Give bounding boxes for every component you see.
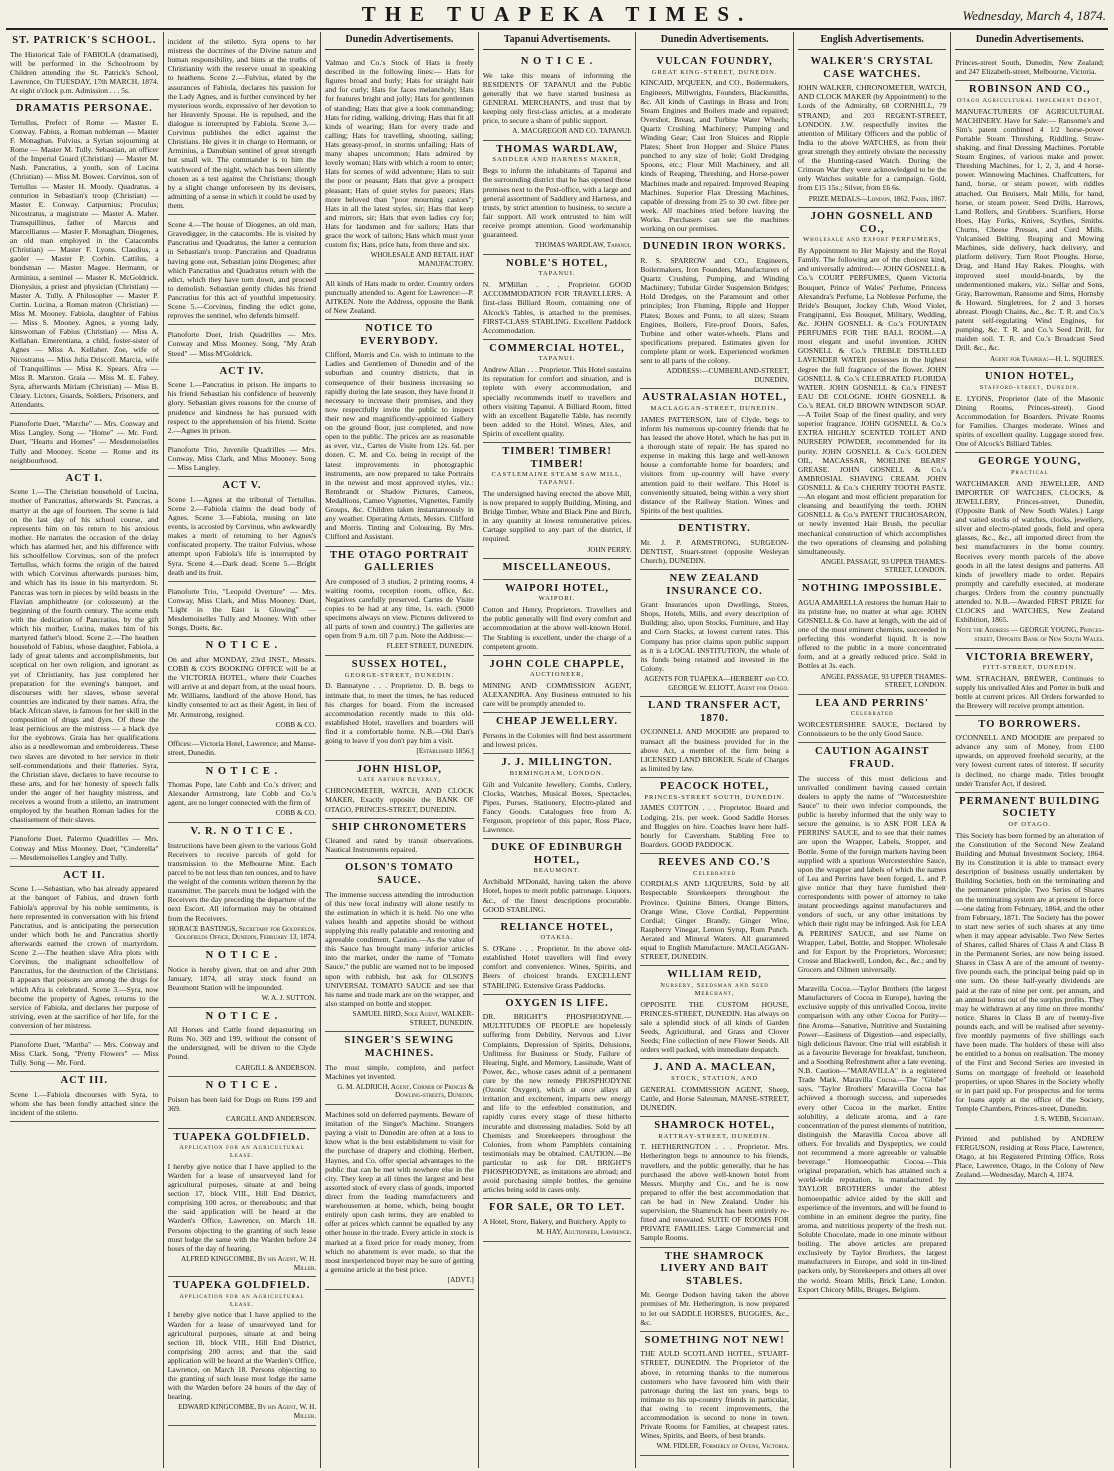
ad-body: Machines sold on deferred payments. Beware of imitation of the Singer's Machine. Strangers paying a visit to Dunedin are often at a loss to know what is the best establishment to visit for the purchase of drapery and clothing. Herbert, Haynes, and Co. offer special advantages to the public that can be met with nowhere else in the city. They keep at all times the largest and best assorted stock of every class of goods, imported direct from the leading manufacturers and warehousemen at home, which, being bought entirely upon cash terms, they are enabled to offer at prices which cannot be equalled by any other house in the trade. Every article in stock is marked at a fixed price for ready money, from which no abatement is ever made, so that the most inexperienced buyer may be sure of getting a genuine article at the best price. xyxy=(325,1110,474,1274)
advertisement xyxy=(168,763,317,824)
ad-body: Scene 1.—Pancratius in prison. He imparts to his friend Sebastian his confidence of heavenly glory. Sebastian gives reasons for the course of prudence and kindness he has pursued with respect to the apprehension of his friend. Scene 2.—Agnes in prison. xyxy=(167,380,317,435)
advertisement xyxy=(483,443,632,559)
ad-body: Andrew Allan . . . Proprietor. This Hotel sustains its reputation for comfort and situation, and is replete with every accommodation, and specially recommends itself to travellers and others visiting Tapanui. A Billiard Room, fitted with an excellent Bagatelle Table, has recently been added to the Hotel. Wines, Ales, and Spirits of excellent quality. xyxy=(482,365,632,438)
advertisement xyxy=(798,743,947,979)
ad-body: Pianoforte Duet, Palermo Quadrilles — Mrs. Conway and Miss Mooney. Duet, "Cinderella" — Mesdemoiselles Langley and Tully. xyxy=(10,834,159,862)
advertisement xyxy=(325,859,474,1032)
masthead xyxy=(6,0,1108,30)
advertisement xyxy=(10,100,159,414)
ad-subtitle: Practical xyxy=(1010,468,1049,476)
ad-body: All kinds of Hats made to order. Country orders punctually attended to. Agent for Lawrence:—P. AITKEN. Note the Address, opposite the Bank of New Zealand. xyxy=(325,278,474,315)
ad-title: J. J. MILLINGTON. xyxy=(501,757,613,769)
ad-title: COMMERCIAL HOTEL, xyxy=(489,342,625,354)
ad-body: R. S. SPARROW and CO., Engineers, Boilermakers, Iron Founders, Manufacturers of Quartz Crushing, Pumping, and Winding Machinery; Tubular Girder Suspension Bridges; Hold Dredges, on the Paramount and other principles; Iron Fluming, Ripple and Hopper Plates; Boxes and Punts, to all sizes; Steam Engines, Boilers, Fire-proof Doors, Safes, Turbine and other water-wheels. Plans and specifications prepared. Estimates given for complete plant or work. Experienced workmen sent to all parts of the colony. xyxy=(640,255,789,366)
ad-body: The undersigned having erected the above Mill, is now prepared to supply Building, Mining, and Bridge Timber, White and Black Pine and Birch, in any quantity at lowest remunerative prices. Cartage supplied to any part of the district, if required. xyxy=(482,488,632,544)
ad-body: Princes-street South, Dunedin, New Zealand; and 247 Elizabeth-street, Melbourne, Victoria. xyxy=(955,58,1105,77)
column-heading: Dunedin Advertisements. xyxy=(325,32,474,50)
column-heading: English Advertisements. xyxy=(798,32,947,50)
ad-signature: ALFRED KINGCOMBE, By his Agent, W. H. Miller. xyxy=(180,1254,317,1272)
ad-body: Archibald M'Donald, having taken the above Hotel, hopes to merit public patronage. Liquors, &c., of the finest descriptions procurable. GOOD STABLING. xyxy=(482,877,632,914)
ad-body: Pianoforte Trio, "Leopold Overture" — Mrs. Conway, Miss Clark, and Miss Mooney. Duet, "Light in the East is Glowing" — Mesdemoiselles Tully and Mooney. With other Songs, Duets, &c. xyxy=(167,586,317,633)
ad-signature: ADDRESS:—CUMBERLAND-STREET, DUNEDIN. xyxy=(666,367,789,384)
ad-body: D. Bannatyne . . . Proprietor. D. B. begs to intimate that, to meet the times, he has reduced his charges for board. From the increased accommodation recently made to this old-established Hotel, travellers and boarders will find it a comfortable home. N.B.—Old Dan's going to leave if you don't pay him a visit. xyxy=(325,681,474,746)
advertisement xyxy=(168,582,317,638)
advertisement xyxy=(325,320,474,546)
ad-subtitle: Nursery, Seedsman and Seed Merchant, xyxy=(660,981,769,997)
ad-subtitle: Otago Agricultural Implement Depot, xyxy=(956,96,1103,104)
ad-subtitle: Celebrated xyxy=(850,710,894,718)
ad-title: N O T I C E . xyxy=(205,1010,279,1022)
ad-title: SOMETHING NOT NEW! xyxy=(644,1334,785,1346)
ad-body: On and after MONDAY, 23rd INST., Messrs. COBB & CO'S BOOKING OFFICE will be at the VICTORIA HOTEL, where their Coaches will arrive at and depart from, at the usual hours. Mr. Williams, landlord of the above Hotel, has kindly consented to act as their Agent, in lieu of Mr. Armstrong, resigned. xyxy=(167,654,317,719)
ad-body: All Horses and Cattle found depasturing on Runs No. 369 and 199, without the consent of the undersigned, will be driven to the Clyde Pound. xyxy=(167,1025,317,1062)
ad-signature: ANGEL PASSAGE, 93 UPPER THAMES-STREET, LONDON. xyxy=(820,672,947,690)
advertisement xyxy=(483,839,632,918)
ad-title: UNION HOTEL, xyxy=(984,371,1075,383)
advertisement xyxy=(483,754,632,839)
advertisement xyxy=(10,829,159,866)
newspaper-columns xyxy=(6,32,1108,1468)
ad-body: O'CONNELL AND MOODIE are prepared to advance any sum of Money, from £100 upwards, on approved freehold security, at the very lowest current rates of interest. If security is declined, no charge made. Titles brought under Transfer Act, if desired. xyxy=(955,733,1105,788)
ad-title: ACT I. xyxy=(65,472,103,484)
ad-title: ST. PATRICK'S SCHOOL. xyxy=(12,35,157,46)
advertisement xyxy=(168,947,317,1008)
ad-title: PEACOCK HOTEL, xyxy=(660,781,770,793)
advertisement xyxy=(483,141,632,255)
ad-subtitle: Celebrated xyxy=(693,869,737,877)
ad-body: We take this means of informing the RESIDENTS OF TAPANUI and the Public generally that we have started business as GENERAL MERCHANTS, and trust that by keeping only first-class articles, at a moderate price, to secure a share of public support. xyxy=(482,70,632,126)
ad-body: Thomas Pope, late Cobb and Co.'s driver; and Alexander Armstrong, late Cobb and Co.'s agent, are no longer connected with the firm of xyxy=(167,780,317,808)
advertisement xyxy=(483,340,632,443)
ad-body: Begs to inform the inhabitants of Tapanui and the surrounding district that he has opened those premises next to the Post-office, with a large and general assortment of Saddlery and Harness, and trusts, by strict attention to business, to secure a fair support. All work entrusted to him will receive prompt attention. Good workmanship guaranteed. xyxy=(482,166,632,240)
ad-subtitle: TAPANUI. xyxy=(538,355,576,363)
ad-title: NOTHING IMPOSSIBLE. xyxy=(801,583,943,595)
ad-body: JOHN WALKER, CHRONOMETER, WATCH, AND CLOCK MAKER (by Appointment) to the Lords of the Admiralty, 68 CORNHILL, 79 STRAND; and 203 REGENT-STREET, LONDON. J.W. respectfully invites the attention of Military Officers and the public of India to the above WATCHES, as from their great strength they entirely obviate the necessity of the Hunting-cased Watch. During the Crimean War they were acknowledged to be the only Watches suitable for a campaign. Gold, from £15 15s.; Silver, from £6 6s. xyxy=(797,83,947,193)
ad-signature: [ADVT.] xyxy=(447,1275,474,1284)
advertisement xyxy=(640,1332,789,1456)
column-1 xyxy=(6,32,164,1468)
ad-subtitle: GEORGE-STREET, DUNEDIN. xyxy=(344,671,455,679)
ad-body: Offices:—Victoria Hotel, Lawrence; and Manse-street, Dunedin. xyxy=(167,739,317,758)
ad-title: PERMANENT BUILDING SOCIETY xyxy=(959,795,1101,820)
ad-title: SINGER'S SEWING MACHINES. xyxy=(344,1035,455,1059)
ad-body: Pianoforte Duet, Irish Quadrilles — Mrs. Conway and Miss Mooney. Song, "My Arab Steed" — Miss M'Goldrick. xyxy=(167,330,317,358)
ad-body: GENERAL COMMISSION AGENT, Sheep, Cattle, and Horse Salesman, MANSE-STREET, DUNEDIN. xyxy=(640,1084,789,1112)
newspaper-title: THE TUAPEKA TIMES. xyxy=(361,2,753,26)
ad-signature: EDWARD KINGCOMBE, By his Agent, W. H. Miller. xyxy=(178,1403,317,1421)
advertisement xyxy=(955,1129,1104,1185)
ad-body: Printed and published by ANDREW FERGUSON, residing at Ross Place, Lawrence, Otago, at his Registered Printing Office, Ross Place, Lawrence, Otago, in the Colony of New Zealand.—Wednesday, March 4, 1874. xyxy=(955,1133,1105,1180)
advertisement xyxy=(168,325,317,362)
advertisement xyxy=(483,995,632,1200)
column-7 xyxy=(951,32,1108,1468)
ad-body: Grant Insurances upon Dwellings, Stores, Shops, Hotels, Mills, and every description of Building; also, upon Stocks, Furniture, and Hay and Corn Stacks, at lowest current rates. This Company has prior claims upon public support as it is a LOCAL INSTITUTION, the whole of its funds being retained and invested in the Colony. xyxy=(640,600,789,673)
ad-body: MINING AND COMMISSION AGENT, ALEXANDRA. Any Business entrusted to his care will be promptly attended to. xyxy=(482,681,632,709)
ad-signature: SAMUEL BIRD, Sole Agent, WALKER-STREET, DUNEDIN. xyxy=(352,1010,474,1027)
advertisement xyxy=(483,580,632,656)
advertisement xyxy=(640,697,789,778)
ad-body: Tertullus, Prefect of Rome — Master E. Conway. Fabius, a Roman nobleman — Master F. Monaghan. Fulvius, a Syrian sojourning at Rome — Master M. Tully. Sebastian, an officer of the Imperial Guard (Christian) — Master M. Nash. Pancratius, a youth, son of Lucina (Christian) — Miss M. Bowes. Corvinus, son of Tertullus — Master H. Moody. Quadratus, a centurion in Sebastian's troop (Christian) — Master E. Conway. Catpurnius; Proculus; Nicostratus, a magistrate — Master A. Maher. Transquillinus, father of Marcus and Marcellianus — Master F. Monaghan. Diogenes, an old man employed in the Catacombs (Christian) — Master F. Lyons. Claudius, a gaoler — Master P. Corbin. Cattilus, a bondsman — Master Magee. Hermann, or Arminius, a sentinel — Master K. McGoldrick. Dionysius, a priest and physician (Christian) — Master A. Tully. A Philosopher — Master P. Curtin. Lucina, a Roman matron (Christian) — Miss M. Mooney. Fabiola, daughter of Fabius — Miss S. Mooney. Agnes, a young lady, kinswoman of Fabius (Christian) — Miss A. Kellahan. Emerentiana, a child, foster-sister of Agnes — Miss A. Kellaher. Zoe, wife of Nicostratus — Miss Julia Driscoll. Marcia, wife of Tranquillinus — Miss K. Spears. Afra — Miss R. Marston. Graia — Miss M. E. Fahey. Syra, afterwards Miriam (Christian) — Miss B. Cleary. Lictors, Guards, Soldiers, Prisoners, and Attendants. xyxy=(10,117,159,410)
ad-title: WAIPORI HOTEL, xyxy=(505,582,609,594)
ad-signature: Note the Address — GEORGE YOUNG, Princes-street, Opposite Bank of New South Wales. xyxy=(956,626,1105,644)
ad-signature: A. MACGREGOR AND CO. TAPANUI. xyxy=(512,127,632,136)
ad-title: LEA AND PERRINS' xyxy=(815,697,929,709)
ad-title: NOTICE TO EVERYBODY. xyxy=(360,323,439,347)
advertisement xyxy=(325,761,474,819)
advertisement xyxy=(483,53,632,141)
ad-subtitle: FITT-STREET, DUNEDIN. xyxy=(982,664,1077,672)
ad-title: VULCAN FOUNDRY, xyxy=(656,56,773,67)
ad-title: TUAPEKA GOLDFIELD. xyxy=(173,1131,311,1143)
ad-body: Scene 1.—Fabiola discourses with Syra, to whom she has been fondly attached since the incident of the stiletto. xyxy=(10,1090,159,1118)
ad-body: Pianoforte Duet, "Martha" — Mrs. Conway and Miss Clark. Song, "Pretty Flowers" — Miss Tully. Song — Mr. Ford. xyxy=(10,1040,159,1068)
ad-body: WORCESTERSHIRE SAUCE, Declared by Connoisseurs to be the only Good Sauce. xyxy=(797,720,947,739)
ad-subtitle: AUCTIONEER, xyxy=(529,671,585,679)
ad-subtitle: CASTLEMAINE STEAM SAW MILL, TAPANUI. xyxy=(491,471,623,487)
ad-signature: M. HAY, Auctioneer, Lawrence. xyxy=(536,1228,632,1237)
ad-title: N O T I C E . xyxy=(205,640,279,652)
ad-subtitle: PRINCES-STREET SOUTH, DUNEDIN. xyxy=(644,793,785,801)
ad-signature: WHOLESALE AND RETAIL HAT MANUFACTORY. xyxy=(370,251,474,268)
column-heading: Dunedin Advertisements. xyxy=(955,32,1104,50)
ad-title: N O T I C E . xyxy=(205,949,279,961)
advertisement xyxy=(168,215,317,325)
ad-title: N O T I C E . xyxy=(205,1080,279,1092)
ad-body: WATCHMAKER AND JEWELLER, AND IMPORTER OF WATCHES, CLOCKS, & JEWELLERY, Princes-street, Dunedin, (Opposite Bank of New South Wales.) Large and varied stocks of watches, clocks, jewellery, silver and electro-plated goods, field and opera glasses, &c., &c., all imported direct from the best manufacturers in the home country. Receives every month parcels of the above goods in all the latest designs and patterns. All kinds of jewellery made to order. Repairs promptly and carefully executed, at moderate charges. Orders from the country punctually attended to. N.B.—Awarded FIRST PRIZE for CLOCKS and WATCHES, New Zealand Exhibition, 1865. xyxy=(955,478,1105,625)
ad-title: CHEAP JEWELLERY. xyxy=(496,716,619,728)
ad-subtitle: Stafford-street, Dunedin. xyxy=(979,383,1080,391)
ad-signature: PRIZE MEDALS—London, 1862. Paris, 1867. xyxy=(808,194,947,203)
advertisement xyxy=(483,1199,632,1241)
ad-body: T. HETHERINGTON . . . Proprietor. Mrs. Hetherington begs to announce to his friends, travellers, and the public generally, that he has purchased the above well-known hotel from Messrs. Murphy and Co., and he is now prepared to offer the best accommodation that can be had in New Zealand. Under his supervision, the Shamrock has been entirely re-fitted and renovated. SUITE OF ROOMS FOR PRIVATE FAMILIES. Large Commercial and Sample Rooms. xyxy=(640,1142,789,1243)
advertisement xyxy=(325,53,474,274)
ad-title: TIMBER! TIMBER! TIMBER! xyxy=(502,446,612,470)
ad-title: ACT II. xyxy=(63,869,106,881)
ad-title: OXYGEN IS LIFE. xyxy=(505,997,609,1009)
ad-title: THE SHAMROCK LIVERY AND BAIT STABLES. xyxy=(660,1250,769,1287)
column-2 xyxy=(164,32,322,1468)
advertisement xyxy=(483,255,632,340)
advertisement xyxy=(640,570,789,697)
ad-title: DUKE OF EDINBURGH HOTEL, xyxy=(491,842,623,866)
advertisement xyxy=(798,580,947,695)
ad-body: E. LYONS, Proprietor (late of the Masonic Dining Rooms, Princes-street). Good Accommodation for Boarders. Private Rooms for Families. Charges moderate. Wines and spirits of excellent quality. Luggage stored free. One of Alcock's Billiard Tables. xyxy=(955,393,1105,449)
column-3 xyxy=(321,32,479,1468)
ad-title: SUSSEX HOTEL, xyxy=(351,659,448,671)
advertisement xyxy=(640,966,789,1059)
ad-body: Instructions have been given to the various Gold Receivers to receive parcels of gold for transmission to the Melbourne Mint. Each parcel to be not less than ten ounces, and to have the weight of the contents written thereon by the transmitter. The parcels must be lodged with the Receivers the day preceding the departure of the next Escort. All information may be obtained from the Receivers. xyxy=(167,840,317,923)
advertisement xyxy=(168,1077,317,1128)
ad-signature: THOMAS WARDLAW, Tapanui. xyxy=(534,241,632,250)
ad-body: Pianoforte Duet, "Marche" — Mrs. Conway and Miss Langley. Song — "Home" — Mr. Ford. Duet, "Hearts and Homes" — Mesdemoiselles Tully and Mooney. Scene — Rome and its neighbourhood. xyxy=(10,419,159,465)
ad-title: J. AND A. MACLEAN, xyxy=(653,1062,776,1074)
ad-signature: AGENTS FOR TUAPEKA—HERBERT and CO. GEORGE W. ELIOTT, Agent for Otago. xyxy=(643,675,789,692)
ad-title: MISCELLANEOUS. xyxy=(502,562,612,574)
ad-body: OPPOSITE THE CUSTOM HOUSE, PRINCES-STREET, DUNEDIN. Has always on sale a splendid stock of all kinds of Garden Seeds, Agricultural, and Grass and Clover Seeds; Fine collection of new Flower Seeds. All orders well packed, with immediate despatch. xyxy=(640,999,789,1055)
advertisement xyxy=(10,470,159,830)
ad-title: DRAMATIS PERSONAE. xyxy=(15,103,153,115)
ad-title: JOHN COLE CHAPPLE, xyxy=(489,658,625,670)
ad-title: RELIANCE HOTEL, xyxy=(500,921,614,933)
ad-title: LAND TRANSFER ACT, 1870. xyxy=(648,700,782,724)
advertisement xyxy=(325,1032,474,1105)
advertisement xyxy=(798,695,947,744)
ad-title: WILLIAM REID, xyxy=(667,969,762,981)
column-4 xyxy=(479,32,637,1468)
advertisement xyxy=(168,823,317,947)
ad-signature: COBB & CO. xyxy=(275,809,317,818)
ad-signature: G. M. ALDRICH, Agent, Corner of Princes & Dowling-streets, Dunedin. xyxy=(337,1082,474,1100)
ad-signature: JOHN PERRY. xyxy=(587,545,632,554)
ad-signature: CARGILL & ANDERSON. xyxy=(235,1063,317,1072)
ad-body: I hereby give notice that I have applied to the Warden for a lease of unsurveyed land for agricultural purposes, situate at and being section 18, block VIII., Hill End District, comprising 200 acres; and that the said application will be heard at the Warden's Office, Lawrence, on March 18. Persons objecting to the granting of such lease must lodge the same with the Warden before 24 hours of the day of hearing. xyxy=(167,1310,317,1402)
ad-body: Cleaned and rated by transit observations. Nautical Instruments repaired. xyxy=(325,836,474,855)
ad-body: Scene 1.—Agnes at the tribunal of Tertullus. Scene 2.—Fabiola claims the dead body of Agnes. Scene 3.—Fabiola, musing on late events, is accosted by Corvinus, who awkwardly makes a merit of returning to her Agnes's confiscated property. The traitor Fulvius, whose attempt upon Fabiola's life is interrupted by Syra. Scene 4.—Dark dead. Scene 5.—Bright death and its fruit. xyxy=(167,494,317,577)
ad-signature: ANGEL PASSAGE, 93 UPPER THAMES-STREET, LONDON. xyxy=(820,557,947,575)
ad-body: Persons in the Colonies will find best assortment and lowest prices. xyxy=(482,731,632,750)
ad-title: GEORGE YOUNG, xyxy=(978,456,1082,468)
advertisement xyxy=(640,1059,789,1117)
advertisement xyxy=(798,208,947,580)
advertisement xyxy=(168,1008,317,1078)
ad-title: SHAMROCK HOTEL, xyxy=(654,1119,775,1131)
ad-body: The Historical Tale of FABIOLA (dramatised), will be performed in the Schoolroom by Children attending the St. Patrick's School, Lawrence, On TUESDAY, 17th MARCH, 1874. At eight o'clock p.m. Admission . . . 5s. xyxy=(10,49,159,96)
ad-body: A Hotel, Store, Bakery, and Butchery. Apply to xyxy=(482,1217,626,1227)
advertisement xyxy=(325,656,474,761)
ad-body: JAMES COTTON . . . Proprietor. Board and Lodging, 21s. per week. Good Saddle Horses and Buggies on hire. Coaches leave here half-hourly for Caversham. Stabling Free to Boarders. GOOD PADDOCK. xyxy=(640,803,789,849)
ad-title: N O T I C E . xyxy=(520,56,594,67)
column-heading: Dunedin Advertisements. xyxy=(640,32,789,50)
ad-body: The success of this most delicious and unrivalled condiment having caused certain dealers to apply the name of "Worcestershire Sauce" to their own inferior compounds, the public is hereby informed that the only way to secure the genuine, is to ASK FOR LEA & PERRINS' SAUCE, and to see that their names are upon the Wrapper, Labels, Stopper, and Bottle. Some of the foreign markets having been supplied with a spurious Worcestershire Sauce, upon the wrapper and labels of which the names of Lea and Perrins have been forged, L. and P. give notice that they have furnished their correspondents with power of attorney to take instant proceedings against manufacturers and vendors of such, or any other imitations by which their right may be infringed. Ask for LEA & PERRINS' SAUCE, and see Name on Wrapper, Label, Bottle, and Stopper. Wholesale and for Export by the Proprietors, Worcester; Crosse and Blackwell, London, &c., &c.; and by Grocers and Oilmen universally. xyxy=(797,773,947,974)
ad-body: THE AULD SCOTLAND HOTEL, STUART-STREET, DUNEDIN. The Proprietor of the above, in returning thanks to the numerous customers who have favoured him with their patronage during the last ten years, begs to intimate to his up-country friends in particular, that owing to recent improvements, the accommodation is second to none in town. Private Rooms for Families, at cheapest rates. Wines, Spirits, and Beers, of best brands. xyxy=(640,1349,789,1441)
advertisement xyxy=(325,819,474,860)
ad-signature: CARGILL AND ANDERSON. xyxy=(225,1115,317,1123)
ad-title: THOMAS WARDLAW, xyxy=(496,143,618,155)
ad-subtitle: TAPANUI. xyxy=(538,270,576,278)
advertisement xyxy=(640,238,789,389)
ad-subtitle: MACLAGGAN-STREET, DUNEDIN. xyxy=(650,405,779,413)
advertisement xyxy=(955,53,1104,81)
ad-signature: W. A. J. SUTTON. xyxy=(261,993,317,1002)
advertisement xyxy=(325,547,474,657)
ad-body: By Appointment to Her Majesty and the Royal Family. The following are of the choicest kind, and universally admired:— JOHN GOSNELL & Co.'s COURT PERFUMES, Queen Victoria Bouquet, Prince of Wales' Perfume, Princess Alexandra's Perfume, La Noblesse Perfume, the Bride's Bouquet, Jockey Club, Wood Violet, Frangipanni, Ess Bouquet, Military, Wedding, &c. JOHN GOSNELL & Co.'s FOUNTAIN PERFUMES FOR THE BALL ROOM.—A most elegant and useful invention. JOHN GOSNELL & Co.'s TREBLE DISTILLED LAVENDER WATER possesses in the highest degree the full fragrance of the flower. JOHN GOSNELL & Co.'s CELEBRATED FLORIDA WATER. JOHN GOSNELL & Co.'s FINEST EAU DE COLOGNE. JOHN GOSNELL & Co.'s REAL OLD BROWN WINDSOR SOAP.—A Toilet Soap of the finest quality, and very superior fragrance. JOHN GOSNELL & Co.'s EXTRA HIGHLY SCENTED TOILET AND NURSERY POWDER, recommended for its purity. JOHN GOSNELL & Co.'s GOLDEN OIL, MACASSAR, MOELINE BEARS' GREASE. JOHN GOSNELL & Co.'s AMBROSIAL SHAVING CREAM. JOHN GOSNELL & Co.'s CHERRY TOOTH PASTE.—An elegant and most efficient preparation for cleansing and beautifying the teeth. JOHN GOSNELL & Co.'s PATENT TRICHOSARON, or newly invented Hair Brush, the peculiar mechanical construction of which accomplishes the two operations of cleansing and polishing simultaneously. xyxy=(797,246,947,556)
ad-subtitle: OTAKIA. xyxy=(540,934,574,942)
ad-body: Mr. J. P. ARMSTRONG, SURGEON-DENTIST, Stuart-street (opposite Wesleyan Church), DUNEDIN. xyxy=(640,537,789,565)
ad-body: Scene 1.—Sebastian, who has already appeared at the banquet of Fabius, and drawn forth Fabiola's approval by his noble sentiments, is here represented in conversation with his friend Pancratius, and is anticipating the persecution under which both he and Pancratius shortly afterwards earned the crown of martyrdom. Scene 2.—The heathen slave Afra plots with Corvinus, the malignant schoolfellow of Pancratius, for the destruction of the Christians. It appears that poisons are among the drugs for which Afra is celebrated. Scene 3.—Syra, now become the property of Agnes, returns to the service of Fabiola, and declares her purpose of striving, even at the sacrifice of her life, for the conversion of her mistress. xyxy=(10,884,159,1030)
ad-body: Are composed of 3 studios, 2 printing rooms, 4 waiting rooms, reception room, office, &c. Negatives carefully preserved. Cartes de Visite copies to be had at any time, 1s. each. (9000 specimens always on view. Pictures delivered to all parts of town and country.) The galleries are open from 9 a.m. till 7 p.m. Note the Address:— xyxy=(325,576,474,641)
ad-body: Pianoforte Trio, Juvenile Quadrilles — Mrs. Conway, Miss Clark, and Miss Mooney. Song — Miss Langley. xyxy=(167,444,317,473)
advertisement xyxy=(955,793,1104,1129)
ad-subtitle: BIRMINGHAM, LONDON. xyxy=(509,769,605,777)
advertisement xyxy=(483,713,632,754)
ad-body: Scene 4.—The house of Diogenes, an old man, Gravedigger, in the catacombs. He is visited by Pancratius and Quadratus, the latter a centurion in Sebastian's troop. Pancratius and Quadratus having gone out, Sebastian joins Diogenes; after which Pancratius and Quadratus return with the edict, which they have torn down, and proceed to demolish. Sebastian gently chides his friend Pancratius for this act of youthful impetuosity. Scene 5.—Corvinus, finding the edict gone, reproves the sentinel, who defends himself. xyxy=(167,220,317,321)
ad-title: NOBLE'S HOTEL, xyxy=(505,257,609,269)
ad-body: The most simple, complete, and perfect Machines yet invented. xyxy=(325,1062,474,1081)
ad-body: Clifford, Morris and Co. wish to intimate to the Ladies and Gentlemen of Dunedin and of the suburban and country districts, that in consequence of their business increasing so rapidly during the late season, they have found it necessary to increase their premises, and they now respectfully invite the public to inspect their new and magnificently-appointed Gallery on the ground floor, just completed, and now open to the public. The prices are as reasonable as ever, viz., Cartes de Visite from 12s. 6d. per dozen. C. M. and Co. being in receipt of the latest improvements in photographic instruments, are now prepared to take Portraits in the newest and most approved styles, viz.: Rembrandt or Shadow Pictures, Cameos, Medallions, Cameo Vignettes, Vignettes, Family Groups, &c. Children taken instantaneously in any weather. Operating Artists, Messrs. Clifford and Morris. Tinting and Colouring, By Mrs. Clifford and Assistant. xyxy=(325,350,474,542)
advertisement xyxy=(10,867,159,1035)
ad-subtitle: STOCK, STATION, AND xyxy=(671,1074,759,1082)
ad-body: I hereby give notice that I have applied to the Warden for a lease of unsurveyed land for agricultural purposes, situate at and being section 17, block VIII., Hill End District, comprising 100 acres, or thereabouts; and that the said application will be heard at the Warden's Office, Lawrence, on March 18. Persons objecting to the granting of such lease must lodge the same with the Warden before 24 hours of the day of hearing. xyxy=(167,1161,317,1253)
ad-title: N O T I C E . xyxy=(205,765,279,777)
advertisement xyxy=(798,53,947,208)
ad-body: WM. STRACHAN, BREWER, Continues to supply his unrivalled Ales and Porter in bulk and bottle at current prices. All Orders forwarded to the Brewery will receive prompt attention. xyxy=(955,674,1105,711)
ad-title: OLSON'S TOMATO SAUCE. xyxy=(345,862,454,887)
advertisement xyxy=(10,32,159,100)
advertisement xyxy=(483,919,632,995)
ad-body: Poison has been laid for Dogs on Runs 199 and 369. xyxy=(167,1094,317,1113)
advertisement xyxy=(10,1072,159,1122)
advertisement xyxy=(168,734,317,762)
ad-title: V. R. N O T I C E . xyxy=(190,826,294,838)
ad-signature: HORACE BASTINGS, Secretary for Goldfields. Goldfields Office, Dunedin, February 13, 1874. xyxy=(168,924,317,942)
ad-body: Gilt and Vulcanite Jewellery, Combs, Cutlery, Clocks, Watches, Musical Boxes, Spectacles, Pipes, Purses, Stationery, Electro-plated and Fancy Goods. Catalogues free from A. Ferguson, proprietor of this paper, Ross Place, Lawrence. xyxy=(482,779,632,835)
advertisement xyxy=(168,32,317,215)
ad-subtitle: OF OTAGO. xyxy=(1008,820,1052,828)
advertisement xyxy=(10,414,159,470)
advertisement xyxy=(955,716,1104,793)
ad-body: S. O'Kane . . . Proprietor. In the above old-established Hotel travellers will find every comfort and convenience. Wines, Spirits, and Beers of choicest brands. EXCELLENT STABLING. Extensive Grass Paddocks. xyxy=(482,944,632,990)
advertisement xyxy=(168,1129,317,1278)
ad-title: DUNEDIN IRON WORKS. xyxy=(642,241,787,253)
ad-body: KINCAID, M'QUEEN, and CO., Boilermakers, Engineers, Millwrights, Founders, Blacksmiths, &c. All kinds of Castings in Brass and Iron; Steam Engines and Boilers made and repaired; Overshot, Breast, and Turbine Water Wheels; Quartz Crushing Machinery; Pumping and Winding Gear; Cast Iron Sluices and Ripple Plates; Sheet Iron Hopper and Sluice Plates punched to any size of hole; Gold Dredging Spoons, etc.; Flour Mill Machinery, and all kinds of Reaping, Threshing, and Horse-power Machines made and repaired. Improved Reaping Machines. Superior Flax Dressing Machines, capable of dressing from 25 to 30 cwt. fibre per week. All machines tried before leaving the Works. Purchasers can see the machines working on our premises. xyxy=(640,78,789,234)
ad-body: CORDIALS AND LIQUEURS, Sold by all Respectable Storekeepers throughout the Province. Quinine Bitters, Orange Bitters, Orange Wine, Clove Cordial, Peppermint Cordial; Ginger Brandy, Ginger Wine, Raspberry Vinegar, Lemon Syrup, Rum Punch. Aerated and Mineral Waters. All guaranteed equal to English Manufacture. MACLAGGAN-STREET, DUNEDIN. xyxy=(640,879,789,962)
ad-body: The immense success attending the introduction of this new local industry will alone testify to the estimation in which it is held. No one who values health and appetite should be without supplying this really palatable and restoring and agreeable condiment. Caution.—As the value of this Sauce has brought many inferior articles into the market, under the name of "Tomato Sauce," the public are warned not to be imposed upon with rubbish, but ask for OLSON'S UNIVERSAL TOMATO SAUCE and see that his name and trade mark are on the wrapper, and also stamped on bottle and stopper. xyxy=(325,889,474,1008)
ad-subtitle: SADDLER AND HARNESS MAKER, xyxy=(492,156,622,164)
ad-body: This Society has been formed by an alteration of the Constitution of the Second New Zealand Building and Mutual Investment Society, 1864. By its Constitution it is able to transact every description of business usually undertaken by Building Societies, both on the terminating and the permanent principle. Two Series of Shares on the terminating system are at present in force—one dating from February, 1864, and the other from February, 1871. The Society has the power to start new series of such shares at any time when it may appear advisable. Two New Series of Shares, called Shares of Class A and Class B in the Permanent Series, are now being issued. Shares in Class A are of the amount of twenty-five pounds each, the principal being paid up in one sum. On these half-yearly dividends are paid at the rate of nine per cent. per annum, and an annual bonus out of the surplus profits. They may be withdrawn at any time on three months' notice. Shares in Class B are of twenty-five pounds each, and will be realised after seventy-five monthly payments of five shillings each have been made. The holders of these will also be entitled to a bonus on realisation. The money of the First and Second Series are invested in Sums on mortgage of freehold or leasehold properties, or upon Shares in the Society wholly or in part paid up. For prospectus and for terms for loans apply at the office of the Society, Temple Chambers, Princes-street, Dunedin. xyxy=(955,830,1105,1114)
advertisement xyxy=(640,778,789,854)
ad-title: ACT V. xyxy=(222,480,262,492)
advertisement xyxy=(798,979,947,1299)
advertisement xyxy=(483,656,632,714)
advertisement xyxy=(640,53,789,238)
column-6 xyxy=(794,32,952,1468)
advertisement xyxy=(168,637,317,734)
advertisement xyxy=(640,1117,789,1248)
ad-title: ACT III. xyxy=(60,1075,109,1087)
advertisement xyxy=(168,477,317,582)
ad-title: THE OTAGO PORTRAIT GALLERIES xyxy=(330,549,469,574)
ad-subtitle: Application for an Agricultural Lease. xyxy=(179,1144,305,1160)
ad-title: DENTISTRY. xyxy=(678,523,751,535)
ad-title: JOHN HISLOP, xyxy=(356,763,443,775)
ad-title: REEVES AND CO.'S xyxy=(658,856,771,868)
ad-subtitle: WAIPORI. xyxy=(538,595,576,603)
advertisement xyxy=(640,1248,789,1332)
ad-title: JOHN GOSNELL AND CO., xyxy=(810,211,934,235)
advertisement xyxy=(955,81,1104,368)
ad-title: ACT IV. xyxy=(219,365,265,377)
ad-body: Scene 1.—The Christian household of Lucina, mother of Pancratius, afterwards St. Pancras, a martyr at the age of fourteen. The scene is laid on the last day of his school course, and represents him on his return to his anxious mother. He narrates the occasion of the delay which has alarmed her, and his difference with his schoolfellow Corvinus, son of the prefect Tertullus, which forms the origin of the hatred with which Corvinus afterwards pursues him, and which has its issue in his martyrdom. St. Pancras was torn in pieces by wild beasts in the Flavian amphitheatre (or colosseum) at the beginning of the fourth century. The scene ends with the dedication of Pancratius, by the gift which his mother, Lucina, makes him of his martyred father's blood. Scene 2.—The heathen household of Fabius, whose daughter, Fabiola, a lady of great talents and accomplishments, but sceptical on her own religion, and ignorant as yet of Christianity, has just completed her preparation for the evening's banquet, and discourses with her slaves, whose several countries are indicated by their names. Afra, the black African slave, is famous for her skill in the composition of drugs and dyes. Of these the least pernicious are the mistress — a black dye for the eyebrows. Graia has her qualifications also as a needlewoman and embroideress. These two slaves are devoted to her service in their self-commendations and their flatteries. Syra, the Christian slave, declares to have recourse to these arts, and for her honesty of speech falls under the anger of her haughty mistress, and receives a wound from a stiletto, an instrument employed by the heathen Roman ladies for the chastisement of their slaves. xyxy=(10,487,159,825)
ad-title: FOR SALE, OR TO LET. xyxy=(488,1202,626,1214)
ad-body: Notice is hereby given, that on and after 20th January, 1874, all stray stock found on Beaumont Station will be impounded. xyxy=(167,964,317,992)
ad-subtitle: Application for an Agricultural Lease. xyxy=(179,1292,305,1308)
ad-body: Valmao and Co.'s Stock of Hats is freely described in the following lines:— Hats for figures broad and burly; Hats for straight hair and for curly; Hats for faces melancholy; Hats for features bright and jolly; Hats for gentlemen of standing; Hats that give a look commanding; Hats for riding, walking, driving; Hats that fit all kinds of wearing; Hats for every trade and calling; Hats for travelling, shooting, sailing; Hats greasy-proof, in storms unfailing; Hats of many shapes uncommon; Hats admired by lovely woman; Hats with which a room to enter; Hats for scenes of wild adventure; Hats to suit the poor or peasant; Hats that give a prospect pleasant; Hats of quiet styles for pastors; Hats more beloved than "poor mourning castors"; Hats in all the latest styles, sir; Hats that keep and mirrors, sir; Hats that even ladies cry for; Hats for landsmen and for sailors; Hats that grace the work of tailors; Hats which must your custom fix; Hats, price hats, from three and six. xyxy=(325,58,474,250)
ad-subtitle: BEAUMONT. xyxy=(533,867,581,875)
advertisement xyxy=(10,1035,159,1072)
ad-body: JAMES PATTERSON, late of Clyde, begs to inform his numerous up-country friends that he has leased the above Hotel, which he has put in a thorough state of repair. He has spared no expense in making this large and well-known house a comfortable home for boarders; and visitors from up-country will have every attention paid to their welfare. This Hotel is conveniently situated, being within a very short distance of the Railway Station. Wines and Spirits of the best qualities. xyxy=(640,414,789,515)
advertisement xyxy=(955,368,1104,453)
advertisement xyxy=(325,1105,474,1290)
ad-signature: FLEET STREET, DUNEDIN. xyxy=(386,642,474,651)
advertisement xyxy=(640,389,789,520)
ad-body: Mr. George Dodson having taken the above premises of Mr. Hetherington, is now prepared to let out SADDLE HORSES, BUGGIES, &c., &c. xyxy=(640,1290,789,1327)
ad-signature: Agent for Tuapeka:—H. L. SQUIRES. xyxy=(989,354,1105,363)
ad-signature: [Established 1856.] xyxy=(416,747,474,756)
ad-body: CHRONOMETER, WATCH, AND CLOCK MAKER, Exactly opposite the BANK OF OTAGO, PRINCES-STREET, DUNEDIN. xyxy=(325,786,474,814)
ad-title: SHIP CHRONOMETERS xyxy=(331,821,468,833)
advertisement xyxy=(640,854,789,966)
advertisement xyxy=(640,520,789,570)
ad-title: TUAPEKA GOLDFIELD. xyxy=(173,1280,311,1292)
ad-body: DR. BRIGHT'S PHOSPHODYNE.—MULTITUDES OF PEOPLE are hopelessly suffering from Debility, Nervous and Liver Complaints, Depression of Spirits, Delusions, Unfitness for Business or Study, Failure of Hearing, Sight, and Memory, Lassitude, Want of Power, &c., whose cases admit of a permanent cure by the new remedy PHOSPHODYNE (Ozonic Oxygen), which at once allays all irritation and excitement, imparts new energy and life to the enfeebled constitution, and rapidly cures every stage of these hitherto incurable and distressing maladies. Sold by all Chemists and Storekeepers throughout the Colonies, from whom Pamphlets containing testimonials may be obtained. CAUTION.—Be particular to ask for DR. BRIGHT'S PHOSPHODYNE, as imitations are abroad; and avoid purchasing simple bottles, the genuine articles being sold in cases only. xyxy=(482,1012,632,1195)
ad-body: N. M'Millan . . . Proprietor. GOOD ACCOMMODATION FOR TRAVELLERS. A first-class Billiard Room, containing one of Alcock's Tables, is attached to the premises. FIRST-CLASS STABLING. Excellent Paddock Accommodation. xyxy=(482,280,632,335)
ad-title: TO BORROWERS. xyxy=(978,718,1082,730)
ad-title: NEW ZEALAND INSURANCE CO. xyxy=(666,572,763,597)
ad-body: Cotton and Henry, Proprietors. Travellers and the public generally will find every comfort and accommodation at the above well-known Hotel. The Stabling is excellent, under the charge of a competent groom. xyxy=(482,605,632,651)
ad-body: AGUA AMARELLA restores the human Hair to its pristine hue, no matter at what age. JOHN GOSNELL & Co. have at length, with the aid of one of the most eminent chemists, succeeded in perfecting this wonderful liquid. It is now offered to the public in a more concentrated form, and at a greatly reduced price. Sold in Bottles at 3s. each. xyxy=(797,597,947,671)
advertisement xyxy=(955,649,1104,716)
advertisement xyxy=(483,559,632,580)
ad-title: WALKER'S CRYSTAL CASE WATCHES. xyxy=(810,56,934,80)
ad-signature: COBB & CO. xyxy=(275,720,317,729)
advertisement xyxy=(168,363,317,440)
column-heading: Tapanui Advertisements. xyxy=(483,32,632,50)
advertisement xyxy=(168,440,317,477)
ad-signature: J. S. WEBB, Secretary. xyxy=(1034,1115,1105,1124)
ad-body: O'CONNELL AND MOODIE are prepared to transact all the business provided for in the above Act, a member of the firm being a LICENSED LAND BROKER. Scale of Charges as limited by law. xyxy=(640,727,789,773)
ad-subtitle: GREAT KING-STREET, DUNEDIN. xyxy=(651,68,778,76)
ad-body: MANUFACTURERS OF AGRICULTURAL MACHINERY. Have for Sale:— Ransome's and Sim's patent combined 4 1/2 horse-power Portable Steam Threshing, Riddling, Straw-shaking, and final Dressing Machines. Portable Steam Engines, of various make and power. Threshing Machines, for 1, 2, 3, and 4 horse-power. Winnowing Machines. Chaffcutters, for hand, horse, or steam power, with riddles attached. Oat Bruisers, Malt Mills, for hand, horse, or steam power. Seed Drills, Harrows, Land Rollers, and Grubbers. Scarifiers, Horse Hoes, Hay Forks, Knives, Scythes, Smiths. Churns, Cheese Presses, and Curd Mills. Vulcanised Belting. Reaping and Mowing Machines, side delivery, back delivery, and platform delivery. Turn Root Ploughs. Horse, Drag, and Hand Hay Rakes. Ploughs, with improved steel mould-boards, by the undermentioned makers, viz.: Sellar and Sons, Gray, Barrowman, Ransome and Sims, Hornsby & Howard. Singletrees, for 2 and 3 horses abreast. Plough Chains, &c., &c. T. R. and Co.'s patent self-regulating Wind Engines, for pumping, &c. T. R. and Co.'s Seed Drill, for maiden soil. T. R. and Co.'s Broadcast Seed Drill. &c., &c. xyxy=(955,106,1105,353)
ad-subtitle: RATTRAY-STREET, DUNEDIN. xyxy=(658,1132,771,1140)
ad-title: ROBINSON AND CO., xyxy=(969,84,1091,96)
ad-subtitle: Late Arthur Beverly, xyxy=(358,776,441,784)
ad-subtitle: Wholesale and Export PERFUMERS, xyxy=(803,236,942,244)
ad-title: AUSTRALASIAN HOTEL, xyxy=(642,392,787,404)
issue-date: Wednesday, March 4, 1874. xyxy=(962,8,1106,23)
ad-title: CAUTION AGAINST FRAUD. xyxy=(814,746,930,771)
ad-body: incident of the stiletto. Syra opens to her mistress the doctrines of the Divine nature and human responsibility, and hints at the truths of Christianity with the reserve usual in speaking to heathens. Scene 2.—Fulvius, elated by the assurances of Fabiola, declares his passion for the Lady Agnes, and is further convinced by her mysterious words, expressive of her devotion to her Heavenly Spouse. He is repulsed, and the dialogue is interrupted by Fabiola. Scene 3.—Corvinus publishes the edict against the Christians. He gives it in charge to Hermann, or Arminius, a Danubian sentinel of great strength but small wit. The commander is to him the watchword of the night, which has been silently chosen as a test against the Christians; though by a slight change unforeseen by its devisers, admitting of a sense in which it could be used by them. xyxy=(167,37,317,210)
advertisement xyxy=(955,453,1104,648)
advertisement xyxy=(325,274,474,320)
column-5 xyxy=(636,32,794,1468)
ad-body: Maravilla Cocoa.—Taylor Brothers (the largest Manufacturers of Cocoa in Europe), having the exclusive supply of this unrivalled Cocoa, invite comparison with any other Cocoa for Purity—fine Aroma—Sanative, Nutritive and Sustaining Power—Easiness of Digestion—and especially, high delicious flavour. One trial will establish it as a favourite Beverage for breakfast, luncheon, and a Soothing Refreshment after a late evening. N.B. Caution—"MARAVILLA" is a registered Trade Mark. Maravilla Cocoa.—The "Globe" says, "Taylor Brothers' Maravilla Cocoa has achieved a thorough success, and supersedes every other Cocoa in the market. Entire solubility, a delicate aroma, and a rare concentration of the purest elements of nutrition, distinguish the Maravilla Cocoa above all others. For Invalids and Dyspeptics, we could not recommend a more agreeable or valuable beverage." Homoeopathic Cocoa.—This original preparation, which has attained such a world-wide reputation, is manufactured by TAYLOR BROTHERS under the ablest homoeopathic advice aided by the skill and experience of the inventors, and will be found to combine in an eminent degree the purity, fine aroma, and nutritious property of the fresh nut. Soluble Chocolate, made in one minute without boiling. The above articles are prepared exclusively by Taylor Brothers, the largest manufacturers in Europe, and sold in tin-lined packets only, by Storekeepers and others all over the world. Steam Mills, Brick Lane, London. Export Chicory Mills, Bruges, Belgium. xyxy=(797,984,947,1294)
advertisement xyxy=(168,1277,317,1426)
ad-signature: WM. FIDLER, Formerly of Ovens, Victoria. xyxy=(656,1442,789,1451)
ad-title: VICTORIA BREWERY, xyxy=(965,651,1094,663)
